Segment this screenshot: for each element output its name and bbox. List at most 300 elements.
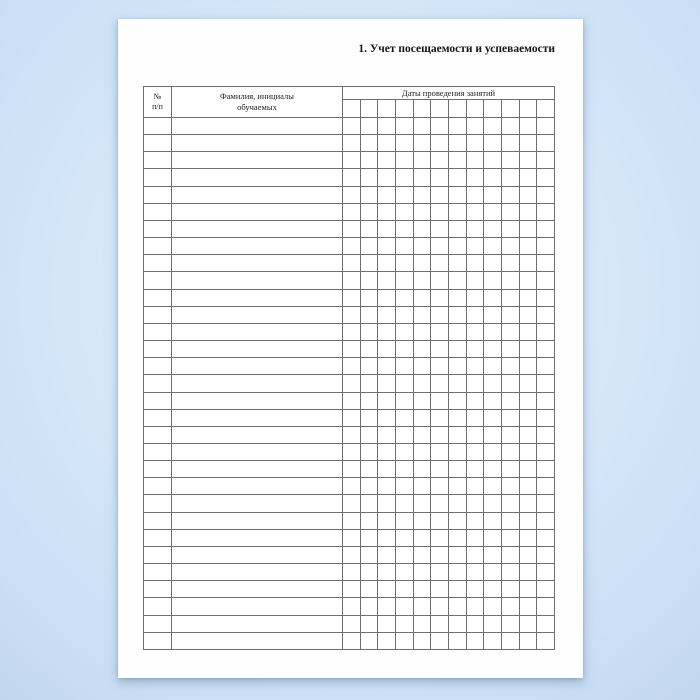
date-mark-cell	[395, 341, 413, 358]
date-mark-cell	[431, 495, 449, 512]
date-mark-cell	[466, 529, 484, 546]
date-mark-cell	[466, 461, 484, 478]
row-number-cell	[144, 118, 172, 135]
date-mark-cell	[484, 546, 502, 563]
student-name-cell	[172, 512, 343, 529]
date-mark-cell	[501, 289, 519, 306]
date-mark-cell	[395, 598, 413, 615]
date-mark-cell	[484, 323, 502, 340]
date-mark-cell	[360, 461, 378, 478]
row-number-cell	[144, 272, 172, 289]
date-mark-cell	[501, 306, 519, 323]
header-row	[144, 87, 555, 100]
date-mark-cell	[519, 426, 537, 443]
row-number-cell	[144, 392, 172, 409]
date-mark-cell	[537, 203, 555, 220]
student-name-cell	[172, 443, 343, 460]
date-mark-cell	[537, 306, 555, 323]
date-mark-cell	[343, 203, 361, 220]
date-mark-cell	[413, 323, 431, 340]
date-mark-cell	[484, 220, 502, 237]
date-mark-cell	[466, 564, 484, 581]
date-mark-cell	[413, 306, 431, 323]
date-mark-cell	[466, 186, 484, 203]
date-mark-cell	[378, 461, 396, 478]
table-row	[144, 323, 555, 340]
date-mark-cell	[431, 546, 449, 563]
date-mark-cell	[466, 409, 484, 426]
date-mark-cell	[343, 512, 361, 529]
date-mark-cell	[519, 598, 537, 615]
date-mark-cell	[343, 564, 361, 581]
date-mark-cell	[501, 255, 519, 272]
student-name-cell	[172, 306, 343, 323]
table-row	[144, 409, 555, 426]
date-mark-cell	[360, 135, 378, 152]
date-header-cell	[343, 100, 361, 118]
date-mark-cell	[395, 461, 413, 478]
date-mark-cell	[378, 238, 396, 255]
date-mark-cell	[466, 220, 484, 237]
date-mark-cell	[413, 615, 431, 632]
table-row	[144, 186, 555, 203]
column-header-dates: Даты проведения занятий	[343, 87, 555, 100]
date-mark-cell	[537, 478, 555, 495]
date-mark-cell	[431, 443, 449, 460]
date-mark-cell	[431, 564, 449, 581]
date-mark-cell	[501, 478, 519, 495]
table-row	[144, 546, 555, 563]
date-mark-cell	[343, 323, 361, 340]
date-header-cell	[466, 100, 484, 118]
date-mark-cell	[466, 546, 484, 563]
date-mark-cell	[413, 426, 431, 443]
date-mark-cell	[537, 564, 555, 581]
date-mark-cell	[448, 255, 466, 272]
student-name-cell	[172, 186, 343, 203]
student-name-cell	[172, 220, 343, 237]
date-mark-cell	[395, 409, 413, 426]
date-mark-cell	[431, 135, 449, 152]
table-row	[144, 169, 555, 186]
row-number-cell	[144, 426, 172, 443]
date-mark-cell	[537, 443, 555, 460]
row-number-cell	[144, 289, 172, 306]
date-mark-cell	[413, 341, 431, 358]
date-mark-cell	[360, 443, 378, 460]
date-mark-cell	[431, 238, 449, 255]
date-mark-cell	[378, 186, 396, 203]
date-mark-cell	[343, 546, 361, 563]
date-mark-cell	[343, 598, 361, 615]
date-mark-cell	[413, 118, 431, 135]
date-header-cell	[431, 100, 449, 118]
date-mark-cell	[537, 375, 555, 392]
date-mark-cell	[519, 238, 537, 255]
date-mark-cell	[343, 289, 361, 306]
date-mark-cell	[537, 392, 555, 409]
date-mark-cell	[484, 272, 502, 289]
date-mark-cell	[519, 203, 537, 220]
date-mark-cell	[537, 272, 555, 289]
date-mark-cell	[395, 529, 413, 546]
date-header-cell	[360, 100, 378, 118]
student-name-cell	[172, 478, 343, 495]
date-mark-cell	[484, 443, 502, 460]
date-mark-cell	[501, 220, 519, 237]
table-row	[144, 220, 555, 237]
row-number-cell	[144, 341, 172, 358]
date-mark-cell	[343, 186, 361, 203]
date-mark-cell	[360, 529, 378, 546]
date-mark-cell	[360, 203, 378, 220]
date-mark-cell	[484, 512, 502, 529]
date-mark-cell	[431, 529, 449, 546]
date-mark-cell	[395, 443, 413, 460]
date-mark-cell	[519, 358, 537, 375]
row-number-cell	[144, 529, 172, 546]
row-number-cell	[144, 495, 172, 512]
date-mark-cell	[519, 581, 537, 598]
date-mark-cell	[378, 255, 396, 272]
date-mark-cell	[360, 546, 378, 563]
date-mark-cell	[413, 581, 431, 598]
date-mark-cell	[466, 272, 484, 289]
row-number-cell	[144, 306, 172, 323]
row-number-cell	[144, 478, 172, 495]
date-mark-cell	[343, 220, 361, 237]
date-mark-cell	[448, 546, 466, 563]
date-mark-cell	[431, 615, 449, 632]
date-mark-cell	[466, 341, 484, 358]
date-mark-cell	[466, 443, 484, 460]
date-mark-cell	[448, 152, 466, 169]
date-mark-cell	[466, 581, 484, 598]
date-mark-cell	[519, 375, 537, 392]
date-mark-cell	[501, 598, 519, 615]
date-mark-cell	[378, 118, 396, 135]
date-mark-cell	[395, 186, 413, 203]
date-mark-cell	[537, 152, 555, 169]
date-mark-cell	[519, 220, 537, 237]
date-mark-cell	[360, 375, 378, 392]
date-mark-cell	[431, 118, 449, 135]
date-mark-cell	[378, 341, 396, 358]
date-mark-cell	[395, 118, 413, 135]
date-mark-cell	[519, 341, 537, 358]
date-mark-cell	[448, 186, 466, 203]
date-mark-cell	[343, 409, 361, 426]
date-mark-cell	[378, 546, 396, 563]
table-row	[144, 615, 555, 632]
date-mark-cell	[519, 632, 537, 649]
date-mark-cell	[360, 272, 378, 289]
column-header-number-line1: №	[153, 92, 162, 101]
date-mark-cell	[519, 152, 537, 169]
date-mark-cell	[395, 203, 413, 220]
student-name-cell	[172, 392, 343, 409]
date-mark-cell	[484, 135, 502, 152]
date-mark-cell	[448, 392, 466, 409]
row-number-cell	[144, 220, 172, 237]
date-mark-cell	[360, 632, 378, 649]
date-mark-cell	[413, 512, 431, 529]
attendance-table	[143, 86, 555, 650]
date-mark-cell	[395, 238, 413, 255]
row-number-cell	[144, 632, 172, 649]
date-mark-cell	[501, 409, 519, 426]
date-mark-cell	[484, 564, 502, 581]
date-mark-cell	[537, 220, 555, 237]
date-mark-cell	[448, 272, 466, 289]
date-mark-cell	[395, 375, 413, 392]
date-mark-cell	[466, 169, 484, 186]
date-header-cell	[413, 100, 431, 118]
date-mark-cell	[431, 341, 449, 358]
date-mark-cell	[395, 512, 413, 529]
student-name-cell	[172, 118, 343, 135]
date-mark-cell	[448, 581, 466, 598]
date-mark-cell	[448, 135, 466, 152]
date-mark-cell	[360, 598, 378, 615]
date-mark-cell	[431, 632, 449, 649]
date-mark-cell	[431, 581, 449, 598]
date-mark-cell	[484, 255, 502, 272]
date-mark-cell	[395, 581, 413, 598]
date-mark-cell	[360, 495, 378, 512]
date-mark-cell	[378, 289, 396, 306]
date-mark-cell	[466, 323, 484, 340]
date-mark-cell	[448, 495, 466, 512]
document-page	[118, 19, 583, 678]
date-mark-cell	[448, 478, 466, 495]
date-mark-cell	[395, 615, 413, 632]
date-mark-cell	[378, 392, 396, 409]
date-mark-cell	[537, 512, 555, 529]
table-row	[144, 135, 555, 152]
date-mark-cell	[484, 461, 502, 478]
date-mark-cell	[378, 306, 396, 323]
date-mark-cell	[395, 495, 413, 512]
date-mark-cell	[501, 186, 519, 203]
table-row	[144, 152, 555, 169]
date-mark-cell	[395, 135, 413, 152]
date-mark-cell	[360, 358, 378, 375]
date-mark-cell	[537, 118, 555, 135]
row-number-cell	[144, 409, 172, 426]
student-name-cell	[172, 375, 343, 392]
student-name-cell	[172, 238, 343, 255]
student-name-cell	[172, 598, 343, 615]
student-name-cell	[172, 255, 343, 272]
date-mark-cell	[431, 478, 449, 495]
date-mark-cell	[343, 306, 361, 323]
date-mark-cell	[343, 426, 361, 443]
date-mark-cell	[519, 186, 537, 203]
table-row	[144, 529, 555, 546]
date-mark-cell	[537, 341, 555, 358]
date-mark-cell	[360, 238, 378, 255]
date-mark-cell	[343, 169, 361, 186]
date-mark-cell	[501, 358, 519, 375]
date-mark-cell	[448, 238, 466, 255]
date-mark-cell	[484, 169, 502, 186]
date-mark-cell	[378, 598, 396, 615]
date-mark-cell	[378, 220, 396, 237]
date-mark-cell	[448, 632, 466, 649]
date-mark-cell	[501, 529, 519, 546]
date-mark-cell	[431, 220, 449, 237]
date-mark-cell	[466, 358, 484, 375]
date-mark-cell	[448, 169, 466, 186]
date-mark-cell	[484, 478, 502, 495]
date-mark-cell	[360, 118, 378, 135]
date-mark-cell	[501, 238, 519, 255]
date-mark-cell	[466, 203, 484, 220]
date-mark-cell	[431, 152, 449, 169]
table-row	[144, 272, 555, 289]
date-mark-cell	[343, 272, 361, 289]
date-mark-cell	[431, 598, 449, 615]
date-mark-cell	[448, 323, 466, 340]
table-row	[144, 375, 555, 392]
date-mark-cell	[519, 409, 537, 426]
date-mark-cell	[501, 512, 519, 529]
date-mark-cell	[343, 581, 361, 598]
date-mark-cell	[343, 255, 361, 272]
date-mark-cell	[519, 118, 537, 135]
date-mark-cell	[431, 461, 449, 478]
student-name-cell	[172, 426, 343, 443]
row-number-cell	[144, 169, 172, 186]
date-mark-cell	[484, 392, 502, 409]
date-mark-cell	[519, 272, 537, 289]
row-number-cell	[144, 443, 172, 460]
date-mark-cell	[537, 598, 555, 615]
table-row	[144, 341, 555, 358]
table-row	[144, 392, 555, 409]
date-mark-cell	[378, 135, 396, 152]
date-mark-cell	[519, 546, 537, 563]
date-mark-cell	[378, 632, 396, 649]
date-mark-cell	[378, 581, 396, 598]
date-mark-cell	[501, 426, 519, 443]
date-mark-cell	[395, 255, 413, 272]
date-mark-cell	[448, 375, 466, 392]
date-mark-cell	[519, 306, 537, 323]
date-mark-cell	[466, 118, 484, 135]
date-mark-cell	[501, 564, 519, 581]
date-mark-cell	[378, 169, 396, 186]
date-mark-cell	[343, 238, 361, 255]
date-mark-cell	[537, 358, 555, 375]
date-mark-cell	[537, 615, 555, 632]
date-mark-cell	[484, 118, 502, 135]
date-header-cell	[519, 100, 537, 118]
date-mark-cell	[484, 152, 502, 169]
table-row	[144, 443, 555, 460]
date-mark-cell	[537, 255, 555, 272]
date-mark-cell	[378, 443, 396, 460]
student-name-cell	[172, 632, 343, 649]
date-mark-cell	[484, 615, 502, 632]
date-mark-cell	[484, 375, 502, 392]
table-row	[144, 203, 555, 220]
date-mark-cell	[413, 375, 431, 392]
date-mark-cell	[395, 564, 413, 581]
date-mark-cell	[413, 598, 431, 615]
date-mark-cell	[537, 632, 555, 649]
column-header-name-line2: обучаемых	[237, 102, 277, 112]
date-mark-cell	[448, 203, 466, 220]
date-mark-cell	[360, 478, 378, 495]
student-name-cell	[172, 341, 343, 358]
table-row	[144, 289, 555, 306]
date-mark-cell	[413, 272, 431, 289]
table-row	[144, 461, 555, 478]
date-mark-cell	[413, 152, 431, 169]
date-mark-cell	[484, 529, 502, 546]
date-mark-cell	[413, 186, 431, 203]
date-mark-cell	[343, 118, 361, 135]
date-header-cell	[378, 100, 396, 118]
date-mark-cell	[448, 341, 466, 358]
date-mark-cell	[413, 564, 431, 581]
table-row	[144, 581, 555, 598]
date-mark-cell	[413, 495, 431, 512]
date-mark-cell	[378, 426, 396, 443]
row-number-cell	[144, 323, 172, 340]
date-mark-cell	[431, 289, 449, 306]
date-mark-cell	[413, 238, 431, 255]
date-mark-cell	[519, 255, 537, 272]
date-mark-cell	[360, 306, 378, 323]
date-mark-cell	[466, 478, 484, 495]
date-mark-cell	[413, 203, 431, 220]
date-mark-cell	[501, 341, 519, 358]
row-number-cell	[144, 135, 172, 152]
date-mark-cell	[431, 392, 449, 409]
date-mark-cell	[431, 169, 449, 186]
date-mark-cell	[484, 186, 502, 203]
row-number-cell	[144, 358, 172, 375]
date-mark-cell	[360, 409, 378, 426]
date-mark-cell	[378, 323, 396, 340]
date-mark-cell	[343, 375, 361, 392]
date-mark-cell	[413, 135, 431, 152]
date-mark-cell	[413, 169, 431, 186]
date-mark-cell	[501, 443, 519, 460]
student-name-cell	[172, 358, 343, 375]
row-number-cell	[144, 546, 172, 563]
date-mark-cell	[343, 392, 361, 409]
date-mark-cell	[519, 135, 537, 152]
date-mark-cell	[413, 220, 431, 237]
date-mark-cell	[537, 409, 555, 426]
date-mark-cell	[484, 598, 502, 615]
date-mark-cell	[378, 409, 396, 426]
date-mark-cell	[360, 615, 378, 632]
date-mark-cell	[431, 426, 449, 443]
table-row	[144, 478, 555, 495]
date-mark-cell	[501, 323, 519, 340]
column-header-name	[172, 87, 343, 118]
date-mark-cell	[501, 118, 519, 135]
table-row	[144, 306, 555, 323]
date-mark-cell	[343, 632, 361, 649]
date-mark-cell	[537, 529, 555, 546]
date-mark-cell	[501, 632, 519, 649]
